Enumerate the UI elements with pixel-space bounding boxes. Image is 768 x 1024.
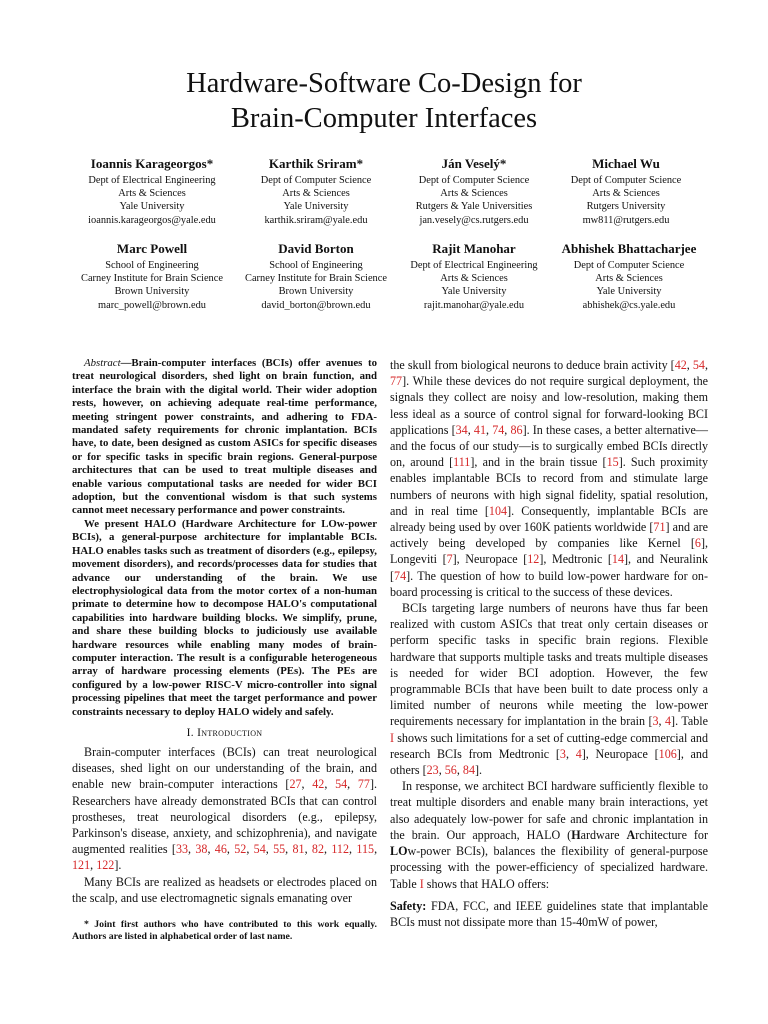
intro-paragraph-4 xyxy=(390,778,708,891)
author-school: Arts & Sciences xyxy=(595,273,663,285)
author-university: Yale University xyxy=(441,286,507,298)
citation-link[interactable]: 46 xyxy=(214,842,227,857)
citation-link[interactable]: 82 xyxy=(311,842,324,857)
author-dept: Dept of Computer Science xyxy=(260,175,372,186)
author-school: Arts & Sciences xyxy=(282,188,350,200)
intro-paragraph-3: BCIs targeting large numbers of neurons have thus far been realized with custom ASICs that treat only certain diseases or perform specific tasks in specific brain regions. Flexible hardware that supports multiple tasks and treats multiple diseases is needed for wider BCI adoption. However, the few programmable BCIs that have been built to date process only a limited number of neurons while meeting the low-power requirements necessary for implantation in the brain [3, 4]. Table I shows such limitations for a set of cutting-edge commercial and research BCIs from Medtronic [3, 4], Neuropace [106], and others [23, 56, 84]. xyxy=(390,601,709,778)
text-span: the skull from biological neurons to deduce brain activity [ xyxy=(390,358,675,372)
text-span: ]. Researchers have already demonstrated BCIs that can control prostheses, treat neurological disorders (e.g., epilepsy, Parkinson's disease, anxiety, and schizophrenia), and navigate augmented realities [ xyxy=(72,777,378,857)
right-column xyxy=(390,357,708,930)
author-school: Carney Institute for Brain Science xyxy=(81,273,223,285)
citation-link[interactable]: 6 xyxy=(694,536,701,551)
citation-link[interactable]: 23 xyxy=(426,763,439,778)
citation-link[interactable]: 4 xyxy=(575,746,582,761)
citation-link[interactable]: 122 xyxy=(96,858,115,873)
acronym-letter: LO xyxy=(390,844,408,859)
safety-label: Safety: xyxy=(390,898,427,913)
author-email: rajit.manohar@yale.edu xyxy=(423,299,525,311)
citation-link[interactable]: 14 xyxy=(611,552,624,567)
citation-link[interactable]: 42 xyxy=(312,777,325,792)
citation-link[interactable]: 74 xyxy=(492,422,505,437)
citation-link[interactable]: 77 xyxy=(357,777,370,792)
author-university: Brown University xyxy=(278,286,354,298)
intro-left-text xyxy=(72,744,377,906)
abstract-text-1: —Brain-computer interfaces (BCIs) offer avenues to treat neurological disorders, shed light on brain function, and interface the brain with the digital world. Their wider adoption rests, however, on achieving adequate real-time performance, meeting stringent power constraints, and adhering to FDA-mandated safety requirements for chronic implantation. BCIs have, to date, been designed as custom ASICs for specific diseases or for specific tasks in specific brain regions. General-purpose architectures that can be used to treat multiple diseases and enable various computational tasks are needed for wider BCI adoption, but the conventional wisdom is that such systems cannot meet necessary performance and power constraints. xyxy=(72,357,377,517)
text-span: ], Neuropace [ xyxy=(452,552,528,567)
citation-link[interactable]: 3 xyxy=(559,746,566,761)
text-span: ], Medtronic [ xyxy=(539,552,612,567)
author-name: Abhishek Bhattacharjee xyxy=(561,241,697,256)
footnote: * Joint first authors who have contributed to this work equally. Authors are listed in alphabetical order of last name. xyxy=(72,919,377,942)
text-span: ]. xyxy=(474,763,483,778)
citation-link[interactable]: 33 xyxy=(175,842,189,857)
citation-link[interactable]: 12 xyxy=(527,552,540,567)
citation-link[interactable]: 81 xyxy=(292,842,305,857)
text-span: ardware xyxy=(580,827,627,842)
author-card xyxy=(228,240,404,312)
citation-link[interactable]: 56 xyxy=(444,763,457,778)
citation-link[interactable]: 112 xyxy=(331,842,350,857)
author-dept: Dept of Computer Science xyxy=(570,175,682,186)
citation-link[interactable]: 111 xyxy=(453,455,471,470)
title-line-2: Brain-Computer Interfaces xyxy=(230,103,538,134)
author-email: david_borton@brown.edu xyxy=(261,299,371,311)
text-span: ]. While these devices do not require surgical deployment, the signals they collect are noisy and low-resolution, making them less ideal as a source of control signal for forward-looking BCI applications [ xyxy=(390,374,708,437)
acronym-letter: H xyxy=(571,827,581,842)
citation-link[interactable]: 15 xyxy=(606,455,619,470)
section-title: Introduction xyxy=(197,726,263,739)
author-dept: Dept of Computer Science xyxy=(418,175,530,186)
text-span: ]. Such proximity enables implantable BCIs to record from and stimulate large numbers of neurons with high signal fidelity, spatial resolution, and in real time [ xyxy=(390,455,708,518)
author-school: Arts & Sciences xyxy=(440,188,508,200)
citation-link[interactable]: 74 xyxy=(394,568,407,583)
title-line-1: Hardware-Software Co-Design for xyxy=(186,68,582,99)
citation-link[interactable]: 34 xyxy=(455,422,468,437)
author-card xyxy=(388,155,560,227)
author-dept: School of Engineering xyxy=(269,260,363,271)
author-dept: Dept of Electrical Engineering xyxy=(88,175,216,186)
citation-link[interactable]: 55 xyxy=(273,842,286,857)
citation-link[interactable]: 42 xyxy=(674,358,687,372)
author-card xyxy=(546,240,712,312)
author-email: mw811@rutgers.edu xyxy=(582,214,670,226)
safety-text: FDA, FCC, and IEEE guidelines state that implantable BCIs must not dissipate more than 15-40mW of power, xyxy=(390,898,708,929)
citation-link[interactable]: 4 xyxy=(665,714,672,729)
author-university: Brown University xyxy=(114,286,190,298)
paper-title xyxy=(0,66,768,136)
author-card xyxy=(546,155,706,227)
author-name: David Borton xyxy=(278,241,354,256)
author-school: Arts & Sciences xyxy=(592,188,660,200)
citation-link[interactable]: 71 xyxy=(653,520,666,535)
author-card xyxy=(66,155,238,227)
author-university: Rutgers & Yale Universities xyxy=(415,201,533,213)
text-span: ] and are actively being developed by companies like Kernel [ xyxy=(390,520,708,551)
author-card xyxy=(62,240,242,312)
author-name: Michael Wu xyxy=(592,156,660,171)
citation-link[interactable]: 86 xyxy=(510,422,523,437)
acronym-letter: A xyxy=(626,827,636,842)
section-heading xyxy=(72,727,377,739)
text-span: Brain-computer interfaces (BCIs) can treat neurological diseases, shed light on our understanding of the brain, and enable new brain-computer interactions [ xyxy=(72,744,377,792)
text-span: ], and Neuralink [ xyxy=(390,552,708,583)
citation-link[interactable]: 52 xyxy=(234,842,247,857)
citation-link[interactable]: 54 xyxy=(253,842,266,857)
author-school: Carney Institute for Brain Science xyxy=(245,273,387,285)
table-link[interactable]: I xyxy=(419,876,424,891)
intro-paragraph-continued: the skull from biological neurons to deduce brain activity [42, 54, 77]. While these devices do not require surgical deployment, the signals they collect are noisy and low-resolution, making them less ideal as a source of control signal for forward-looking BCI applications [34, 41, 74, 86]. In these cases, a better alternative—and the focus of our study—is to surgically embed BCIs directly on, around [111], and in the brain tissue [15]. Such proximity enables implantable BCIs to record from and stimulate large numbers of neurons with high signal fidelity, spatial resolution, and in real time [104]. Consequently, implantable BCIs are already being used by over 160K patients worldwide [71] and are actively being developed by companies like Kernel [6], Longeviti [7], Neuropace [12], Medtronic [14], and Neuralink [74]. The question of how to build low-power hardware for on-board processing is critical to the success of these devices. xyxy=(390,358,709,599)
citation-link[interactable]: 84 xyxy=(462,763,475,778)
text-span: shows that HALO offers: xyxy=(423,876,550,891)
text-span: ]. Table xyxy=(671,714,709,729)
citation-link[interactable]: 115 xyxy=(356,842,375,857)
author-email: marc_powell@brown.edu xyxy=(98,299,206,311)
text-span: ], Neuropace [ xyxy=(581,746,659,761)
citation-link[interactable]: 106 xyxy=(658,746,677,761)
text-span: ]. In these cases, a better alternative—and the focus of our study—is to surgically embed BCIs directly on, around [ xyxy=(390,422,709,470)
abstract-paragraph-1 xyxy=(72,357,377,518)
abstract-lead: Abstract xyxy=(84,357,121,369)
text-span: shows such limitations for a set of cutting-edge commercial and research BCIs from Medtronic [ xyxy=(390,730,708,761)
author-dept: Dept of Electrical Engineering xyxy=(410,260,538,271)
abstract-paragraph-2: We present HALO (Hardware Architecture for LOw-power BCIs), a general-purpose architecture for implantable BCIs. HALO enables tasks such as treatment of disorders (e.g., epilepsy, movement disorders), and records/processes data for studies that advance our understanding of the brain. We use electrophysiological data from the motor cortex of a non-human primate to determine how to decompose HALO's computational capabilities into hardware building blocks. We simplify, prune, and share these building blocks to judiciously use available hardware resources while enabling many modes of brain-computer interaction. The result is a configurable heterogeneous array of hardware processing elements (PEs). The PEs are configured by a low-power RISC-V micro-controller into signal processing pipelines that meet the target performance and power constraints necessary to deploy HALO widely and safely. xyxy=(72,517,377,718)
author-university: Yale University xyxy=(596,286,662,298)
author-name: Ioannis Karageorgos* xyxy=(90,156,214,171)
table-link[interactable]: I xyxy=(390,730,395,745)
author-card xyxy=(230,155,402,227)
author-school: Arts & Sciences xyxy=(440,273,508,285)
text-span: BCIs targeting large numbers of neurons have thus far been realized with custom ASICs that treat only certain diseases or perform specific tasks in specific brain regions. Flexible hardware that supports multiple tasks and treats multiple diseases is needed for wider BCI adoption. However, the few programmable BCIs that have been built to date process only a limited number of neurons while meeting the low-power requirements necessary for implantation in the brain [ xyxy=(390,601,708,729)
text-span: rchitecture for xyxy=(635,827,709,842)
citation-link[interactable]: 104 xyxy=(488,503,508,518)
author-dept: Dept of Computer Science xyxy=(573,260,685,271)
abstract xyxy=(72,357,377,719)
citation-link[interactable]: 3 xyxy=(652,714,659,729)
author-name: Rajit Manohar xyxy=(432,241,516,256)
citation-link[interactable]: 27 xyxy=(289,777,302,792)
author-name: Ján Veselý* xyxy=(441,156,507,171)
author-email: karthik.sriram@yale.edu xyxy=(264,214,368,226)
citation-link[interactable]: 7 xyxy=(446,552,453,567)
author-university: Yale University xyxy=(283,201,349,213)
citation-link[interactable]: 41 xyxy=(473,422,486,437)
author-school: Arts & Sciences xyxy=(118,188,186,200)
author-name: Marc Powell xyxy=(116,241,188,256)
citation-link[interactable]: 54 xyxy=(335,777,348,792)
left-column xyxy=(72,357,377,943)
intro-paragraph-2: Many BCIs are realized as headsets or electrodes placed on the scalp, and use electromagnetic signals emanating over xyxy=(72,874,377,905)
text-span: In response, we architect BCI hardware sufficiently flexible to treat multiple disorders and enable many brain interactions, yet also adequately low-power for safe and chronic implantation in the brain. Our approach, HALO ( xyxy=(390,779,708,842)
author-email: ioannis.karageorgos@yale.edu xyxy=(88,214,216,226)
author-card xyxy=(388,240,560,312)
author-name: Karthik Sriram* xyxy=(268,156,364,171)
citation-link[interactable]: 54 xyxy=(692,358,705,372)
text-span: ], and others [ xyxy=(390,746,709,778)
intro-paragraph-1: Brain-computer interfaces (BCIs) can treat neurological diseases, shed light on our understanding of the brain, and enable new brain-computer interactions [27, 42, 54, 77]. Researchers have already demonstrated BCIs that can control prostheses, treat neurological disorders (e.g., epilepsy, Parkinson's disease, anxiety, and schizophrenia), and navigate augmented realities [33, 38, 46, 52, 54, 55, 81, 82, 112, 115, 121, 122]. xyxy=(72,744,378,873)
text-span: ], and in the brain tissue [ xyxy=(470,455,607,470)
author-dept: School of Engineering xyxy=(105,260,199,271)
author-university: Rutgers University xyxy=(586,201,666,213)
citation-link[interactable]: 121 xyxy=(72,858,91,873)
citation-link[interactable]: 77 xyxy=(390,374,403,389)
text-span: w-power BCIs), balances the flexibility of general-purpose processing with the power-efficiency of specialized hardware. Table xyxy=(390,844,708,891)
text-span: ]. Consequently, implantable BCIs are already being used by over 160K patients worldwide [ xyxy=(390,503,708,535)
citation-link[interactable]: 38 xyxy=(195,842,208,857)
text-span: ]. The question of how to build low-power hardware for on-board processing is critical to the success of these devices. xyxy=(390,568,708,599)
safety-paragraph xyxy=(390,898,708,930)
text-span: ], Longeviti [ xyxy=(390,536,708,567)
author-email: jan.vesely@cs.rutgers.edu xyxy=(419,214,529,226)
author-university: Yale University xyxy=(119,201,185,213)
author-email: abhishek@cs.yale.edu xyxy=(582,299,676,311)
section-number: I. xyxy=(186,726,194,739)
